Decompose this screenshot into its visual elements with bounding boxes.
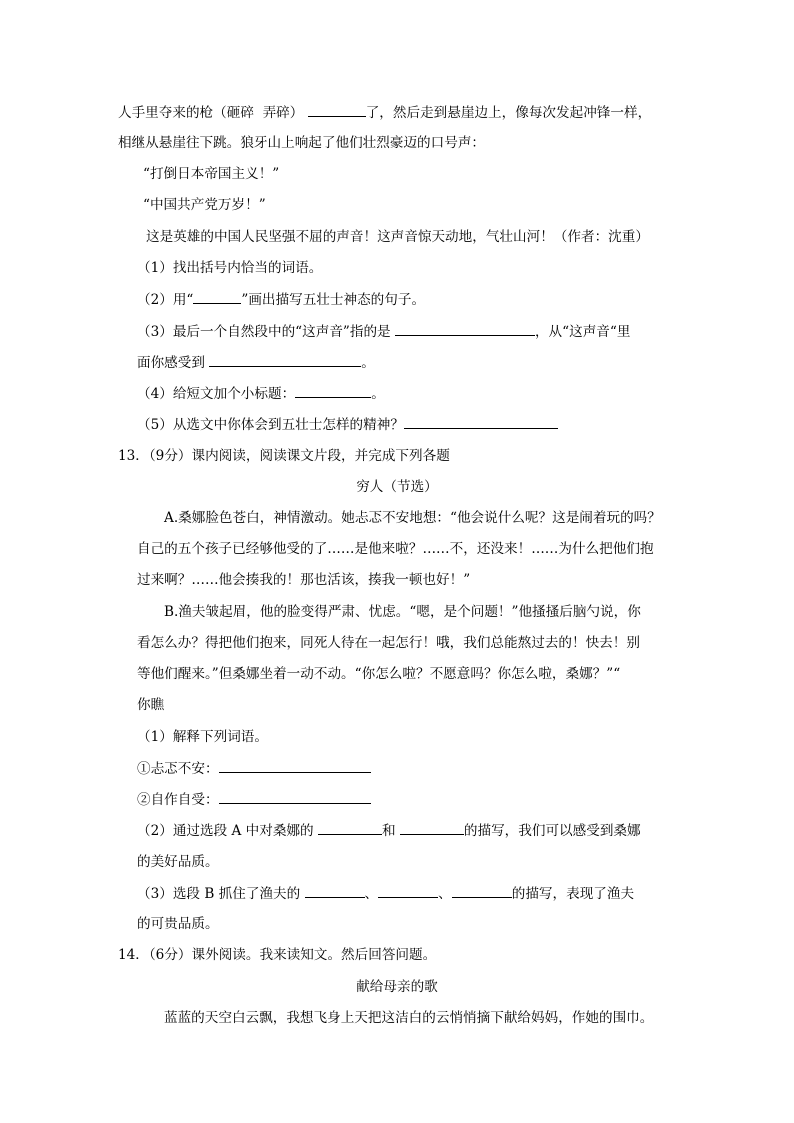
sub-question-1: （1）解释下列词语。 (137, 729, 268, 745)
text: ①忐忑不安： (137, 761, 219, 777)
answer-blank[interactable] (219, 758, 371, 773)
excerpt-b-line-2: 看怎么办？得把他们抱来，同死人待在一起怎行！哦，我们总能熬过去的！快去！别 (137, 635, 640, 651)
answer-blank[interactable] (395, 321, 535, 336)
text: （3）最后一个自然段中的“这声音”指的是 (137, 324, 391, 340)
text: （5）从选文中你体会到五壮士怎样的精神？ (137, 417, 404, 433)
answer-blank[interactable] (308, 102, 366, 117)
answer-blank[interactable] (295, 383, 371, 398)
excerpt-a-line-3: 过来啊？……他会揍我的！那也活该，揍我一顿也好！” (137, 572, 471, 588)
sub-question-2-line-1 (137, 820, 641, 841)
text: 和 (381, 823, 396, 839)
answer-blank[interactable] (404, 414, 558, 429)
text: 了，然后走到悬崖边上，像每次发起冲锋一样， (365, 105, 652, 121)
question-4 (137, 383, 385, 404)
text: 面你感受到 (137, 355, 205, 371)
question-3-line-1 (137, 321, 630, 342)
answer-blank[interactable] (378, 883, 438, 898)
slogan-1: “打倒日本帝国主义！” (143, 166, 280, 182)
text: （2）用“ (137, 292, 194, 308)
poem-title: 献给母亲的歌 (356, 979, 438, 995)
text: （4）给短文加个小标题： (137, 386, 296, 402)
sub-question-2-line-2: 的美好品质。 (137, 854, 219, 870)
word-2 (137, 789, 371, 810)
excerpt-b-line-3: 等他们醒来。”但桑娜坐着一动不动。“你怎么啦？不愿意吗？你怎么啦，桑娜？”“ (137, 666, 621, 682)
answer-blank[interactable] (219, 789, 371, 804)
excerpt-a-line-2: 自己的五个孩子已经够他受的了……是他来啦？……不，还没来！……为什么把他们抱 (137, 541, 654, 557)
question-3-line-2 (137, 352, 375, 373)
text: 的描写，表现了渔夫 (511, 886, 635, 902)
poem-paragraph-1: 蓝蓝的天空白云飘，我想飞身上天把这洁白的云悄悄摘下献给妈妈，作她的围巾。 (164, 1010, 654, 1026)
slogan-2: “中国共产党万岁！” (143, 197, 266, 213)
answer-blank[interactable] (400, 820, 464, 835)
text: 的描写，我们可以感受到桑娜 (463, 823, 641, 839)
text: （2）通过选段 A 中对桑娜的 (137, 823, 314, 839)
sub-question-3-line-1 (137, 883, 634, 904)
excerpt-b-line-4: 你瞧 (137, 697, 165, 713)
text: （3）选段 B 抓住了渔夫的 (137, 886, 301, 902)
question-5 (137, 414, 558, 435)
passage-line-1 (118, 102, 651, 123)
answer-blank[interactable] (452, 883, 512, 898)
closing-paragraph: 这是英雄的中国人民坚强不屈的声音！这声音惊天动地，气壮山河！（作者：沈重） (146, 229, 649, 245)
question-2 (137, 289, 425, 310)
word-1 (137, 758, 371, 779)
sub-question-3-line-2: 的可贵品质。 (137, 916, 219, 932)
text: 人手里夺来的枪（砸碎 弄碎） (118, 105, 304, 121)
passage-line-2: 相继从悬崖往下跳。狼牙山上响起了他们壮烈豪迈的口号声： (118, 135, 486, 151)
text: 、 (438, 886, 452, 902)
text: ，从“这声音“里 (534, 324, 631, 340)
answer-blank[interactable] (193, 289, 241, 304)
excerpt-b-line-1: B.渔夫皱起眉，他的脸变得严肃、忧虑。“嗯，是个问题！”他搔搔后脑勺说，你 (164, 604, 641, 620)
text: 。 (371, 386, 385, 402)
answer-blank[interactable] (305, 883, 365, 898)
text: 。 (361, 355, 375, 371)
answer-blank[interactable] (209, 352, 361, 367)
question-13-header: 13．（9分）课内阅读，阅读课文片段，并完成下列各题 (118, 448, 450, 464)
text: 、 (364, 886, 379, 902)
passage-title: 穷人（节选） (356, 479, 438, 495)
question-14-header: 14．（6分）课外阅读。我来读知文。然后回答问题。 (118, 947, 437, 963)
excerpt-a-line-1: A.桑娜脸色苍白，神情激动。她忐忑不安地想：“他会说什么呢？这是闹着玩的吗？ (164, 510, 661, 526)
question-1: （1）找出括号内恰当的词语。 (137, 260, 323, 276)
text: ②自作自受： (137, 792, 219, 808)
text: ”画出描写五壮士神态的句子。 (241, 292, 426, 308)
answer-blank[interactable] (318, 820, 382, 835)
